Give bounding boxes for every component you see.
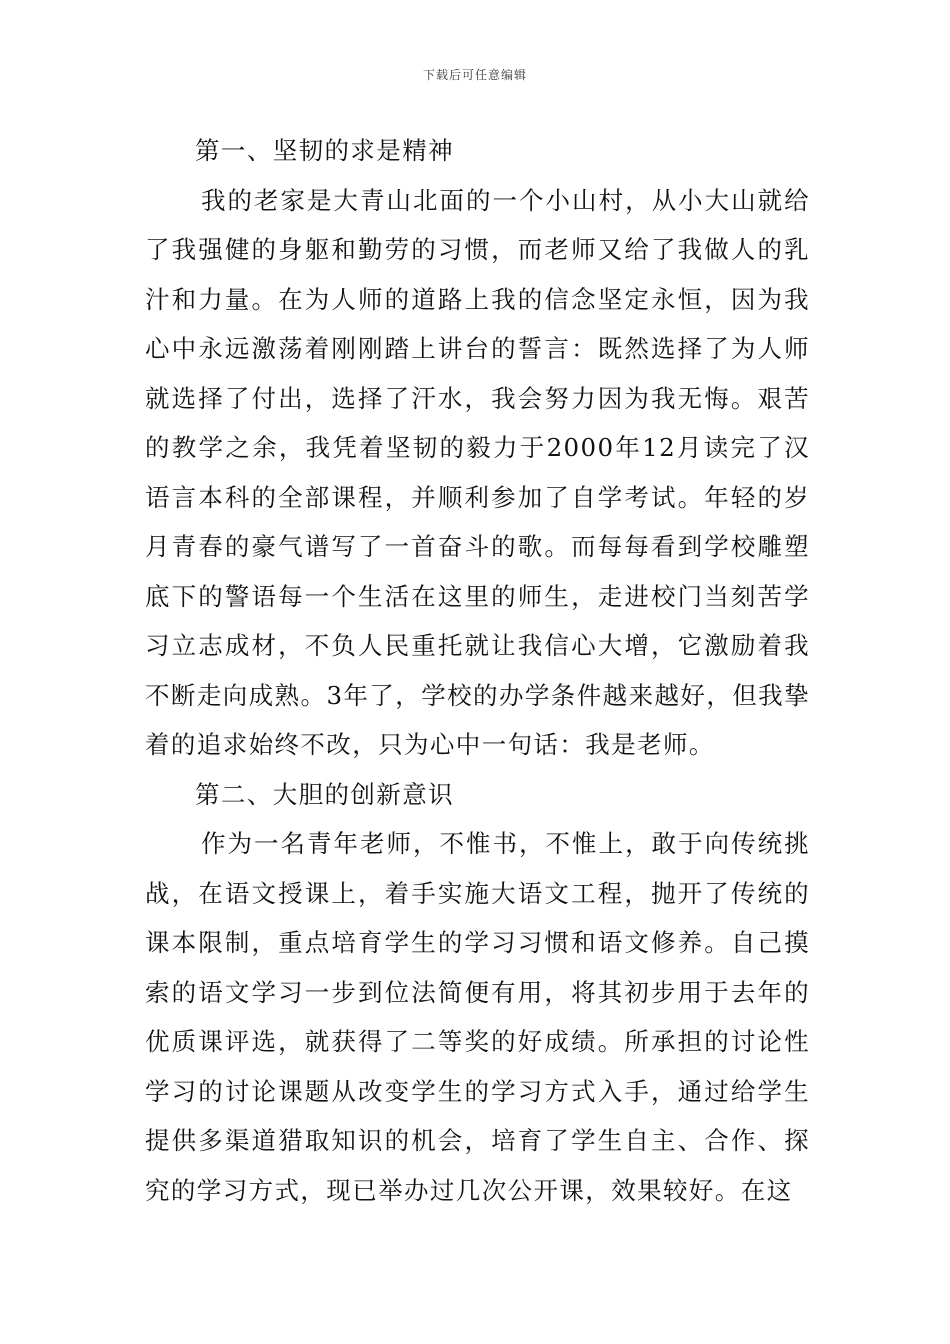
section-paragraph-2: 作为一名青年老师，不惟书，不惟上，敢于向传统挑战，在语文授课上，着手实施大语文工程，抛开了传统的课本限制，重点培育学生的学习习惯和语文修养。自己摸索的语文学习一步到位法简便有用，将其初步用于去年的优质课评选，就获得了二等奖的好成绩。所承担的讨论性学习的讨论课题从改变学生的学习方式入手，通过给学生提供多渠道猎取知识的机会，培育了学生自主、合作、探究的学习方式，现已举办过几次公开课，效果较好。在这 — [145, 829, 810, 1205]
section-heading-1: 第一、坚韧的求是精神 — [195, 136, 454, 165]
document-body — [145, 126, 810, 1215]
page-header-note: 下载后可任意编辑 — [422, 68, 527, 82]
section-2 — [145, 770, 810, 1216]
section-1 — [145, 126, 810, 770]
section-heading-2: 第二、大胆的创新意识 — [195, 779, 454, 809]
section-paragraph-1: 我的老家是大青山北面的一个小山村，从小大山就给了我强健的身躯和勤劳的习惯，而老师又给了我做人的乳汁和力量。在为人师的道路上我的信念坚定永恒，因为我心中永远激荡着刚刚踏上讲台的誓言：既然选择了为人师就选择了付出，选择了汗水，我会努力因为我无悔。艰苦的教学之余，我凭着坚韧的毅力于2000年12月读完了汉语言本科的全部课程，并顺利参加了自学考试。年轻的岁月青春的豪气谱写了一首奋斗的歌。而每每看到学校雕塑底下的警语每一个生活在这里的师生，走进校门当刻苦学习立志成材，不负人民重托就让我信心大增，它激励着我不断走向成熟。3年了，学校的办学条件越来越好，但我挚着的追求始终不改，只为心中一句话：我是老师。 — [145, 185, 810, 759]
